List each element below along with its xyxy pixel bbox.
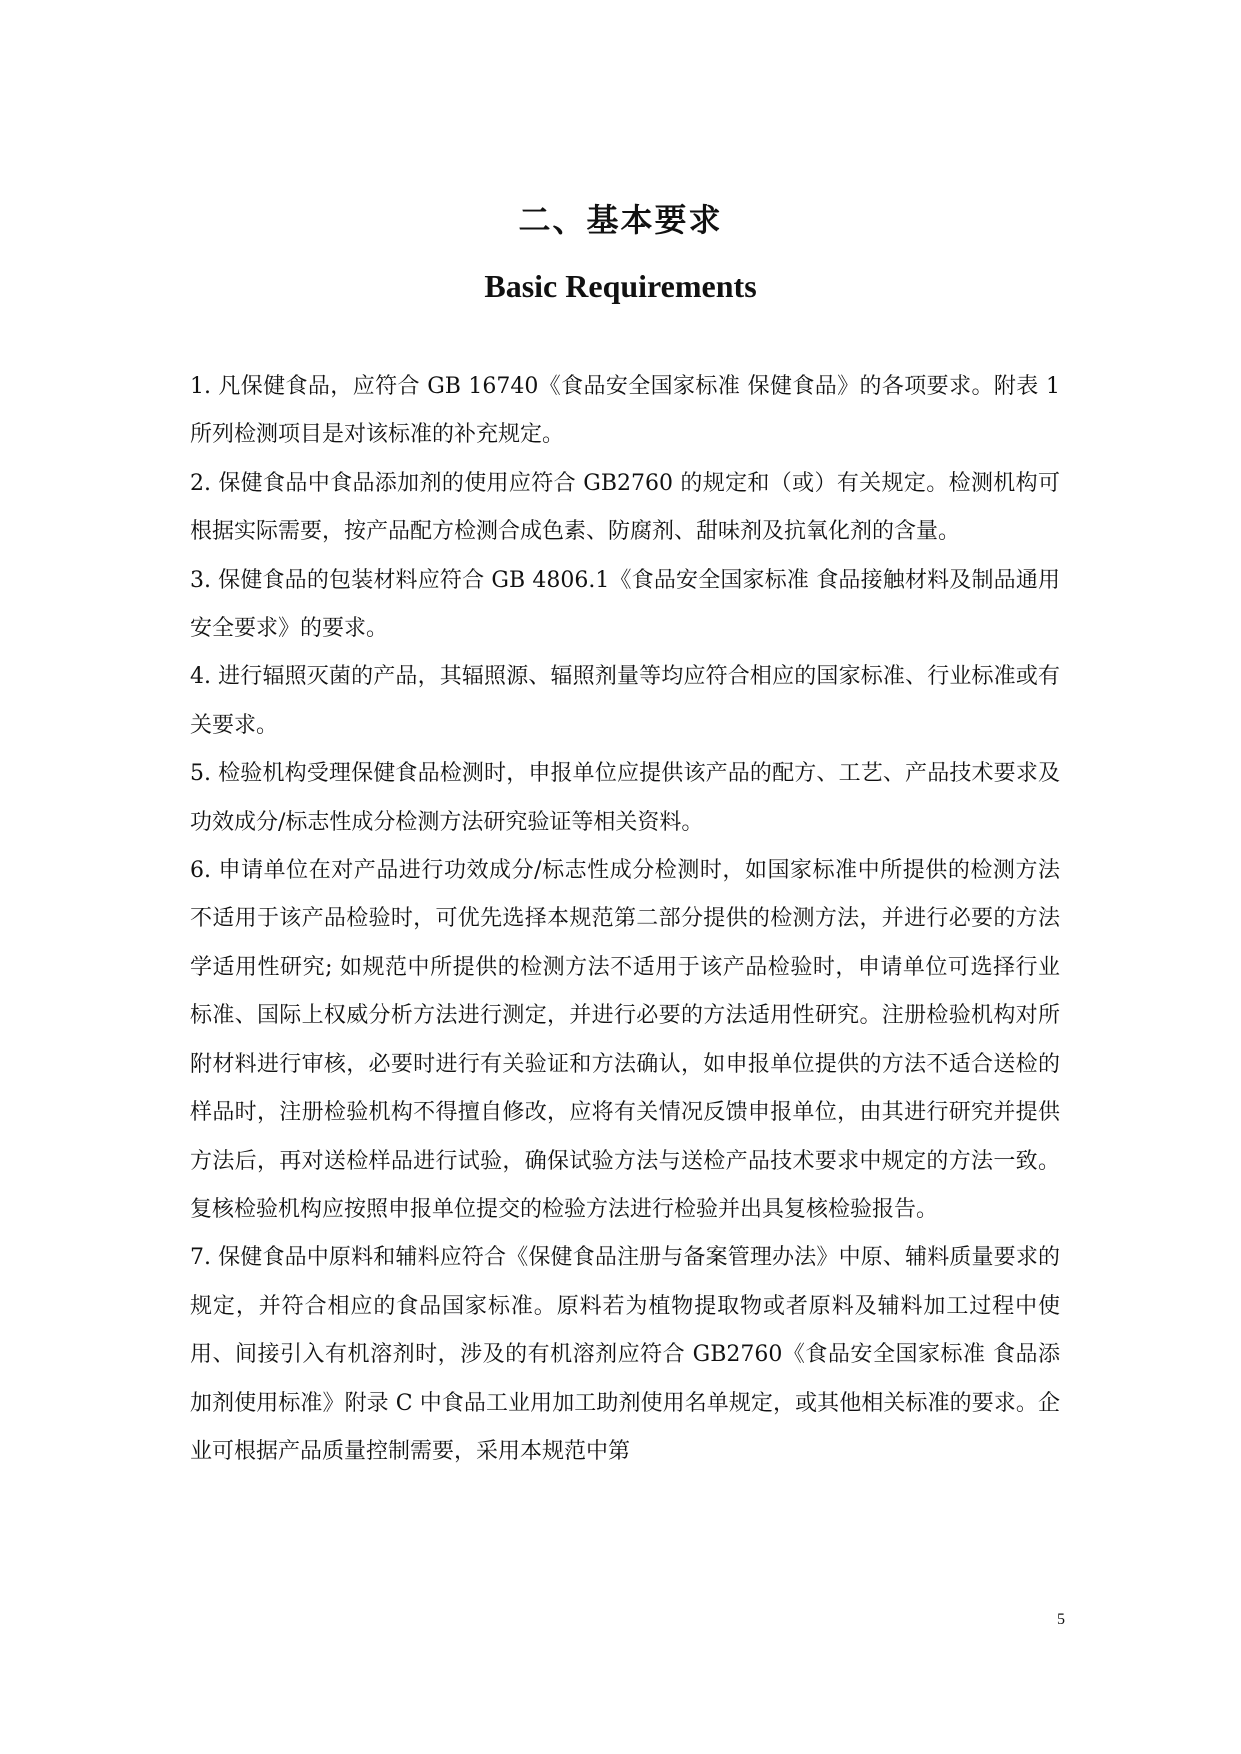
page-number: 5 <box>1057 1611 1065 1628</box>
section-title-english: Basic Requirements <box>484 268 757 304</box>
requirement-paragraph-1: 1. 凡保健食品，应符合 GB 16740《食品安全国家标准 保健食品》的各项要求。附表 1 所列检测项目是对该标准的补充规定。 <box>190 374 1060 448</box>
requirement-paragraph-6: 6. 申请单位在对产品进行功效成分/标志性成分检测时，如国家标准中所提供的检测方法不适用于该产品检验时，可优先选择本规范第二部分提供的检测方法，并进行必要的方法学适用性研究; 如规范中所提供的检测方法不适用于该产品检验时，申请单位可选择行业标准、国际上权威分析方法进行测定，并进行必要的方法适用性研究。注册检验机构对所附材料进行审核，必要时进行有关验证和方法确认，如申报单位提供的方法不适合送检的样品时，注册检验机构不得擅自修改，应将有关情况反馈申报单位，由其进行研究并提供方法后，再对送检样品进行试验，确保试验方法与送检产品技术要求中规定的方法一致。复核检验机构应按照申报单位提交的检验方法进行检验并出具复核检验报告。 <box>190 858 1060 1222</box>
requirement-paragraph-4: 4. 进行辐照灭菌的产品，其辐照源、辐照剂量等均应符合相应的国家标准、行业标准或有关要求。 <box>190 664 1060 738</box>
requirement-paragraph-3: 3. 保健食品的包装材料应符合 GB 4806.1《食品安全国家标准 食品接触材料及制品通用安全要求》的要求。 <box>190 567 1060 642</box>
requirement-paragraph-5: 5. 检验机构受理保健食品检测时，申报单位应提供该产品的配方、工艺、产品技术要求及功效成分/标志性成分检测方法研究验证等相关资料。 <box>190 761 1060 835</box>
section-title-chinese: 二、基本要求 <box>518 201 723 239</box>
requirement-paragraph-7: 7. 保健食品中原料和辅料应符合《保健食品注册与备案管理办法》中原、辅料质量要求的规定，并符合相应的食品国家标准。原料若为植物提取物或者原料及辅料加工过程中使用、间接引入有机溶剂时，涉及的有机溶剂应符合 GB2760《食品安全国家标准 食品添加剂使用标准》附录 C 中食品工业用加工助剂使用名单规定，或其他相关标准的要求。企业可根据产品质量控制需要，采用本规范中第 <box>190 1245 1060 1464</box>
document-body <box>190 363 1060 1476</box>
requirement-paragraph-2: 2. 保健食品中食品添加剂的使用应符合 GB2760 的规定和（或）有关规定。检测机构可根据实际需要，按产品配方检测合成色素、防腐剂、甜味剂及抗氧化剂的含量。 <box>190 470 1060 545</box>
